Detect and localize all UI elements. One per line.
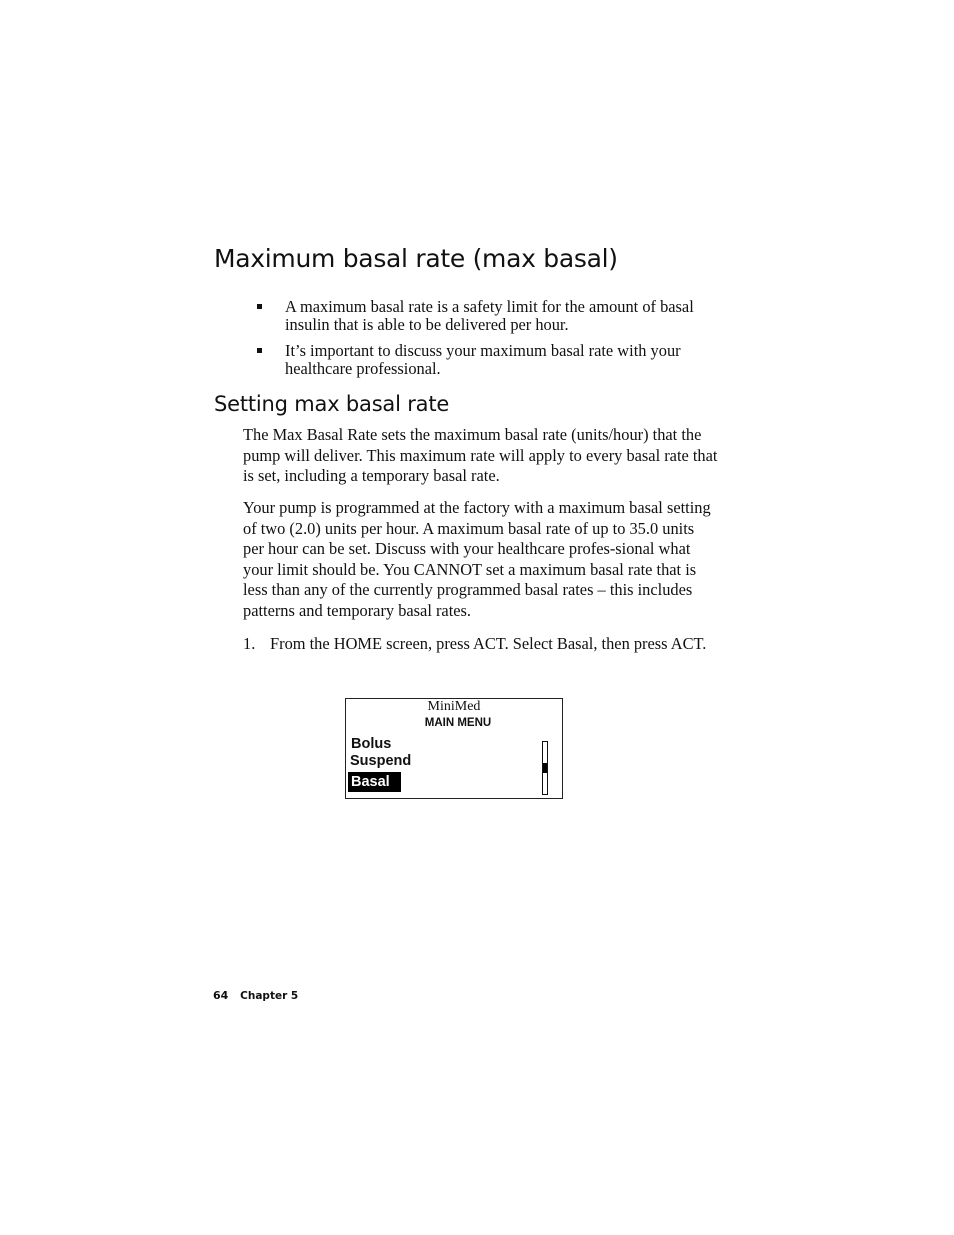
bullet-text: It’s important to discuss your maximum basal rate with your healthcare professional. xyxy=(285,341,681,378)
menu-item-basal-selected: Basal xyxy=(348,772,401,792)
step-text: From the HOME screen, press ACT. Select Basal, then press ACT. xyxy=(270,634,707,653)
paragraph: Your pump is programmed at the factory with a maximum basal setting of two (2.0) units per hour. A maximum basal rate of up to 35.0 units per hour can be set. Discuss with your healthcare profes-sional what your limit should be. You CANNOT set a maximum basal rate that is less than any of the currently programmed basal rates – this includes patterns and temporary basal rates. xyxy=(243,498,711,620)
scrollbar-thumb xyxy=(543,763,547,773)
bullet-list xyxy=(256,298,716,386)
menu-item-bolus: Bolus xyxy=(351,736,392,752)
bullet-item xyxy=(256,342,716,377)
section-heading: Setting max basal rate xyxy=(214,392,450,416)
page-heading: Maximum basal rate (max basal) xyxy=(214,244,618,273)
paragraph: The Max Basal Rate sets the maximum basal rate (units/hour) that the pump will deliver. This maximum rate will apply to every basal rate that is set, including a temporary basal rate. xyxy=(243,425,718,485)
square-bullet-icon xyxy=(257,348,262,353)
chapter-label: Chapter 5 xyxy=(240,990,299,1002)
bullet-text: A maximum basal rate is a safety limit for the amount of basal insulin that is able to be delivered per hour. xyxy=(285,297,694,334)
step-number: 1. xyxy=(243,634,256,653)
pump-screen-illustration xyxy=(345,698,563,799)
page-footer xyxy=(213,989,298,1002)
screen-title: MAIN MENU xyxy=(424,717,492,729)
instruction-step xyxy=(243,632,713,656)
bullet-item xyxy=(256,298,716,333)
square-bullet-icon xyxy=(257,304,262,309)
menu-item-suspend: Suspend xyxy=(350,753,412,769)
screen-scrollbar xyxy=(542,741,548,795)
screen-brand: MiniMed xyxy=(427,699,481,714)
page-number: 64 xyxy=(213,989,229,1002)
